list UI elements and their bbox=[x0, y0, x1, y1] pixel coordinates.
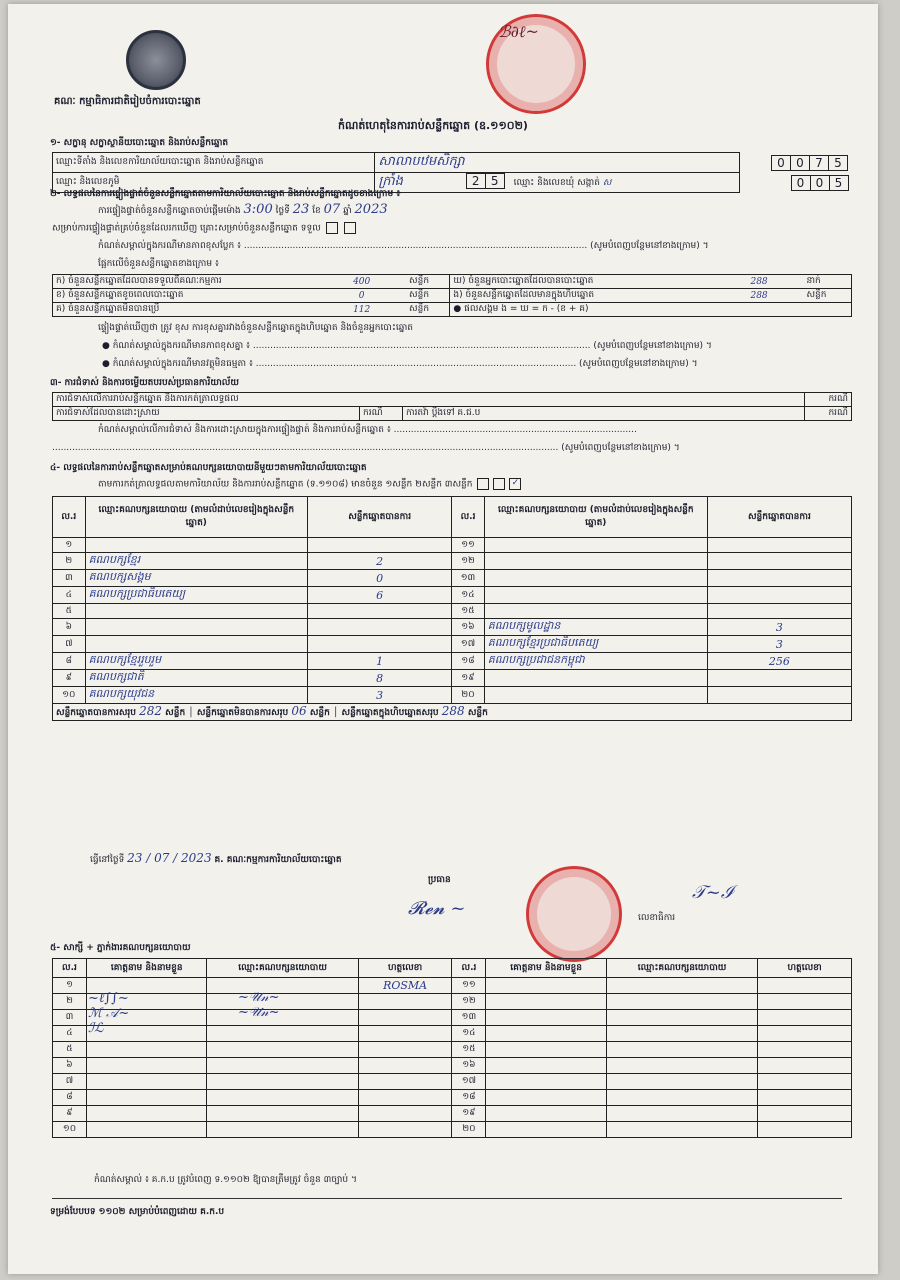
totals-row: សន្លឹកឆ្នោតបានការសរុប 282 សន្លឹក │ សន្លឹកឆ្នោតមិនបានការសរុប 06 សន្លឹក │ សន្លឹកឆ្នោតក្នុងហិបឆ្នោតសរុប 288 សន្លឹក bbox=[53, 704, 852, 721]
witness-signature bbox=[758, 1058, 852, 1074]
section1-table bbox=[52, 152, 852, 193]
vote-count: 256 bbox=[707, 653, 851, 670]
commune-code: 0 0 5 bbox=[739, 173, 851, 193]
witness-name bbox=[486, 1074, 606, 1090]
discrepancy-note: កំណត់សម្គាល់ក្នុងករណីមានភាពខុសប្លែក ៖ ........................................................................................................................ (សូមបំពេញបន្ថែមនៅខាងក្រោម) ។ bbox=[98, 241, 709, 251]
witness-signature bbox=[358, 1042, 452, 1058]
unused-ballots: 112 bbox=[317, 303, 406, 317]
row-number: ១៤ bbox=[452, 587, 485, 604]
party-name bbox=[484, 553, 707, 570]
witness-party bbox=[207, 1122, 358, 1138]
witness-party bbox=[207, 1090, 358, 1106]
witness-party bbox=[207, 1058, 358, 1074]
village-value: ក្រាំង 2 5 ឈ្មោះ និងលេខឃុំ សង្កាត់ ស bbox=[375, 173, 739, 193]
row-number: ១ bbox=[53, 538, 86, 553]
row-number: ៦ bbox=[53, 1058, 87, 1074]
table-row bbox=[53, 1074, 852, 1090]
row-number: ១២ bbox=[452, 553, 485, 570]
section3-heading: ៣- ការជំទាស់ និងការចម្លើយតបរបស់ប្រធានការិយាល័យ bbox=[50, 378, 239, 388]
vote-count: 0 bbox=[308, 570, 452, 587]
row-number: ១៦ bbox=[452, 619, 485, 636]
row-number: ១៥ bbox=[452, 604, 485, 619]
witness-signature bbox=[758, 1042, 852, 1058]
witness-signature bbox=[758, 1090, 852, 1106]
row-number: ២ bbox=[53, 553, 86, 570]
table-row bbox=[53, 1058, 852, 1074]
witness-signature bbox=[358, 994, 452, 1010]
row-number: ១៩ bbox=[452, 670, 485, 687]
witness-party bbox=[606, 1090, 757, 1106]
table-row bbox=[53, 538, 852, 553]
party-name bbox=[484, 687, 707, 704]
table-row bbox=[53, 1106, 852, 1122]
table-row bbox=[53, 978, 852, 994]
row-number: ១០ bbox=[53, 1122, 87, 1138]
witness-party bbox=[606, 1010, 757, 1026]
date-line: ធ្វើនៅថ្ងៃទី 23 / 07 / 2023 គ. គណៈកម្មការការិយាល័យបោះឆ្នោត bbox=[90, 851, 342, 865]
witness-name bbox=[486, 978, 606, 994]
row-number: ១៣ bbox=[452, 570, 485, 587]
witness-party bbox=[606, 1042, 757, 1058]
official-stamp-bottom bbox=[526, 866, 622, 962]
ballot-row-c: គ) ចំនួនសន្លឹកឆ្នោតមិនបានប្រើ 112 សន្លឹក ● ផលសង្គម ង = ឃ = ក - (ខ + គ) bbox=[53, 303, 852, 317]
table-row bbox=[53, 687, 852, 704]
row-number: ៩ bbox=[53, 670, 86, 687]
complaints-table bbox=[52, 392, 852, 421]
box-ballots: 288 bbox=[715, 289, 804, 303]
witness-name bbox=[486, 1010, 606, 1026]
row-number: ១៥ bbox=[452, 1042, 486, 1058]
form-title: កំណត់ហេតុនៃការរាប់សន្លឹកឆ្នោត (ឧ.១១០២) bbox=[338, 119, 528, 132]
witness-party bbox=[207, 1042, 358, 1058]
results-header: ល.រ ឈ្មោះគណបក្សនយោបាយ (តាមលំដាប់លេខរៀងក្នុងសន្លឹកឆ្នោត) សន្លឹកឆ្នោតបានការ ល.រ ឈ្មោះគណបក្សនយោបាយ (តាមលំដាប់លេខរៀងក្នុងសន្លឹកឆ្នោត) សន្លឹកឆ្នោតបានការ bbox=[53, 497, 852, 538]
party-name: គណបក្សមូលដ្ឋាន bbox=[484, 619, 707, 636]
vote-count bbox=[707, 587, 851, 604]
row-number: ១៨ bbox=[452, 1090, 486, 1106]
witness-party bbox=[606, 1122, 757, 1138]
check-line: ផ្ទៀងផ្ទាត់ឃើញថា ត្រូវ ខុស ការខុសគ្នារវាងចំនួនសន្លឹកឆ្នោតក្នុងហិបឆ្នោត និងចំនួនអ្នកបោះឆ្នោត bbox=[98, 323, 413, 333]
table-row bbox=[53, 670, 852, 687]
witness-party bbox=[207, 1026, 358, 1042]
table-row bbox=[53, 1042, 852, 1058]
witness-name bbox=[486, 1106, 606, 1122]
party-name bbox=[85, 619, 307, 636]
row-number: ៤ bbox=[53, 587, 86, 604]
party-name bbox=[484, 604, 707, 619]
party-results-table bbox=[52, 496, 852, 721]
row-number: ១៧ bbox=[452, 1074, 486, 1090]
witness-party bbox=[207, 978, 358, 994]
row-number: ៦ bbox=[53, 619, 86, 636]
section4-intro: តាមការកត់ត្រាលទ្ធផលតាមការិយាល័យ និងការរាប់សន្លឹកឆ្នោត (ទ.១១០៨) មានចំនួន ១សន្លឹក ២សន្លឹក ៣សន្លឹក ✓ bbox=[98, 478, 523, 491]
secretary-label: លេខាធិការ bbox=[638, 913, 676, 923]
vote-count bbox=[308, 619, 452, 636]
vote-count bbox=[308, 636, 452, 653]
witness-party bbox=[606, 1106, 757, 1122]
signature-top: ℬ∂ℓ~ bbox=[498, 22, 539, 41]
party-name: គណបក្សយុវជន bbox=[85, 687, 307, 704]
verify-line: សម្រាប់ការផ្ទៀងផ្ទាត់គ្រប់ចំនួនដែលរកឃើញ គ្រោះសម្រាប់ចំនួនសន្លឹកឆ្នោត ទទួល bbox=[52, 222, 358, 235]
vote-count bbox=[707, 570, 851, 587]
basis-line: ផ្អែកលើចំនួនសន្លឹកឆ្នោតខាងក្រោម ៖ bbox=[98, 259, 219, 269]
vote-count: 3 bbox=[308, 687, 452, 704]
table-row bbox=[53, 587, 852, 604]
witness-name bbox=[86, 1090, 206, 1106]
vote-count: 1 bbox=[308, 653, 452, 670]
bullet-abnormal: ● កំណត់សម្គាល់ក្នុងករណីមានវត្ថុមិនធម្មតា ៖ ................................................................................................................ (សូមបំពេញបន្ថែមនៅខាងក្រោម) ។ bbox=[102, 359, 698, 369]
witness-handwriting: ~ℓ∫∫~ ℳ 𝒜~ ℐℒ bbox=[88, 991, 130, 1036]
section4-heading: ៤- លទ្ធផលនៃការរាប់សន្លឹកឆ្នោតសម្រាប់គណបក្សនយោបាយនីមួយៗតាមការិយាល័យបោះឆ្នោត bbox=[50, 463, 367, 473]
party-name: គណបក្សសង្គម bbox=[85, 570, 307, 587]
vote-count bbox=[707, 687, 851, 704]
table-row bbox=[53, 636, 852, 653]
party-name: គណបក្សខ្មែរ bbox=[85, 553, 307, 570]
row-number: ២០ bbox=[452, 1122, 486, 1138]
footer-text: ទម្រង់បែបបទ ១១០២ សម្រាប់បំពេញដោយ គ.ក.ប bbox=[50, 1207, 225, 1217]
witness-party bbox=[207, 1074, 358, 1090]
location-label: ឈ្មោះទីតាំង និងលេខការិយាល័យបោះឆ្នោត និងរាប់សន្លឹកឆ្នោត bbox=[53, 153, 375, 173]
witness-party bbox=[606, 994, 757, 1010]
party-name bbox=[85, 538, 307, 553]
witness-name bbox=[86, 1058, 206, 1074]
row-number: ១១ bbox=[452, 978, 486, 994]
section5-heading: ៥- សាក្សី + ភ្នាក់ងារគណបក្សនយោបាយ bbox=[50, 943, 191, 953]
table-row bbox=[53, 1122, 852, 1138]
witness-signature bbox=[758, 1106, 852, 1122]
witness-signature: ROSMA bbox=[358, 978, 452, 994]
table-row bbox=[53, 619, 852, 636]
witness-party bbox=[606, 1058, 757, 1074]
table-row bbox=[53, 1026, 852, 1042]
witness-name bbox=[86, 1106, 206, 1122]
row-number: ២ bbox=[53, 994, 87, 1010]
footer-rule bbox=[52, 1198, 842, 1199]
ballot-count-table bbox=[52, 274, 852, 317]
row-number: ១៩ bbox=[452, 1106, 486, 1122]
witness-signature bbox=[358, 1058, 452, 1074]
witness-party bbox=[606, 978, 757, 994]
row-number: ២០ bbox=[452, 687, 485, 704]
party-name: គណបក្សខ្មែររួបរួម bbox=[85, 653, 307, 670]
row-number: ៥ bbox=[53, 1042, 87, 1058]
total-box: 288 bbox=[441, 704, 465, 718]
party-name bbox=[484, 587, 707, 604]
witness-signature bbox=[758, 1074, 852, 1090]
witness-name bbox=[486, 994, 606, 1010]
vote-count bbox=[308, 604, 452, 619]
section5-note: កំណត់សម្គាល់ ៖ គ.ក.ប ត្រូវបំពេញ ទ.១១០២ ឱ្យបានត្រឹមត្រូវ ចំនួន ៣ច្បាប់ ។ bbox=[94, 1175, 357, 1185]
spoiled-ballots: 0 bbox=[317, 289, 406, 303]
vote-count: 6 bbox=[308, 587, 452, 604]
total-valid: 282 bbox=[139, 704, 163, 718]
witness-name bbox=[486, 1090, 606, 1106]
witness-header: ល.រ គោត្តនាម និងនាមខ្លួន ឈ្មោះគណបក្សនយោបាយ ហត្ថលេខា ល.រ គោត្តនាម និងនាមខ្លួន ឈ្មោះគណបក្សនយោបាយ ហត្ថលេខា bbox=[53, 959, 852, 978]
complaint-note: កំណត់សម្គាល់លើការជំទាស់ និងការដោះស្រាយក្នុងការផ្ទៀងផ្ទាត់ និងការរាប់សន្លឹកឆ្នោត ៖ ..................................................................................... bbox=[98, 425, 637, 435]
ballot-row-b: ខ) ចំនួនសន្លឹកឆ្នោតខូចពេលបោះឆ្នោត 0 សន្លឹក ង) ចំនួនសន្លឹកឆ្នោតដែលមានក្នុងហិបឆ្នោត 288 សន្លឹក bbox=[53, 289, 852, 303]
party-name: គណបក្សប្រជាធិបតេយ្យ bbox=[85, 587, 307, 604]
witness-party bbox=[606, 1074, 757, 1090]
vote-count bbox=[308, 538, 452, 553]
vote-count bbox=[707, 670, 851, 687]
received-ballots: 400 bbox=[317, 275, 406, 289]
complaint-row-2: ការជំទាស់ដែលបានដោះស្រាយ ករណី ការតវ៉ា ប្តឹងទៅ គ.ជ.ប ករណី bbox=[53, 407, 852, 421]
row-number: ៨ bbox=[53, 1090, 87, 1106]
row-number: ១០ bbox=[53, 687, 86, 704]
row-number: ១៧ bbox=[452, 636, 485, 653]
witness-name bbox=[86, 1122, 206, 1138]
party-name bbox=[484, 538, 707, 553]
table-row bbox=[53, 1090, 852, 1106]
table-row bbox=[53, 604, 852, 619]
form-sheet bbox=[8, 4, 878, 1274]
emblem-icon bbox=[126, 30, 186, 90]
witness-signature bbox=[358, 1106, 452, 1122]
table-row bbox=[53, 994, 852, 1010]
president-label: ប្រធាន bbox=[428, 875, 451, 885]
ballot-row-a: ក) ចំនួនសន្លឹកឆ្នោតដែលបានទទួលពីគណៈកម្មការ 400 សន្លឹក ឃ) ចំនួនអ្នកបោះឆ្នោតដែលបានបោះឆ្នោត 288 នាក់ bbox=[53, 275, 852, 289]
row-number: ១៨ bbox=[452, 653, 485, 670]
witness-name bbox=[86, 1074, 206, 1090]
table-row bbox=[53, 570, 852, 587]
party-name: គណបក្សខ្មែរប្រជាធិបតេយ្យ bbox=[484, 636, 707, 653]
row-number: ១៦ bbox=[452, 1058, 486, 1074]
party-name: គណបក្សប្រជាជនកម្ពុជា bbox=[484, 653, 707, 670]
party-name bbox=[484, 570, 707, 587]
vote-count bbox=[707, 604, 851, 619]
row-number: ៧ bbox=[53, 636, 86, 653]
complaint-hint-line: ................................................................................................................................................................................. (សូមបំពេញបន្ថែមនៅខាងក្រោម) ។ bbox=[52, 443, 680, 453]
org-name: គណៈ កម្មាធិការជាតិរៀបចំការបោះឆ្នោត bbox=[54, 96, 201, 107]
location-value: សាលាបឋមសិក្សា bbox=[375, 153, 739, 173]
witness-signature bbox=[358, 1074, 452, 1090]
vote-count bbox=[707, 553, 851, 570]
table-row bbox=[53, 653, 852, 670]
vote-count bbox=[707, 538, 851, 553]
row-number: ៧ bbox=[53, 1074, 87, 1090]
location-code: 0 0 7 5 bbox=[739, 153, 851, 173]
witness-party-handwriting: ~𝒰𝓃~ ~𝒰𝓃~ bbox=[238, 990, 280, 1020]
row-number: ១៤ bbox=[452, 1026, 486, 1042]
party-name bbox=[85, 604, 307, 619]
witness-name bbox=[486, 1058, 606, 1074]
row-number: ១៣ bbox=[452, 1010, 486, 1026]
witness-signature bbox=[758, 1026, 852, 1042]
village-label: ឈ្មោះ និងលេខភូមិ bbox=[53, 173, 375, 193]
witness-signature bbox=[358, 1090, 452, 1106]
witness-signature bbox=[358, 1010, 452, 1026]
row-number: ៩ bbox=[53, 1106, 87, 1122]
row-number: ៨ bbox=[53, 653, 86, 670]
row-number: ៣ bbox=[53, 570, 86, 587]
table-row bbox=[53, 553, 852, 570]
witness-signature bbox=[758, 994, 852, 1010]
row-number: ១១ bbox=[452, 538, 485, 553]
location-row bbox=[53, 153, 852, 173]
section2-heading: ២- លទ្ធផលនៃការផ្ទៀងផ្ទាត់ចំនួនសន្លឹកឆ្នោតតាមការិយាល័យបោះឆ្នោត និងរាប់សន្លឹកឆ្នោតដូចខាងក្រោម ៖ bbox=[50, 189, 401, 199]
party-name bbox=[484, 670, 707, 687]
row-number: ១២ bbox=[452, 994, 486, 1010]
vote-count: 3 bbox=[707, 636, 851, 653]
witness-party bbox=[207, 1010, 358, 1026]
row-number: ៥ bbox=[53, 604, 86, 619]
date-value: 23 / 07 / 2023 bbox=[127, 851, 212, 865]
witness-name bbox=[486, 1042, 606, 1058]
vote-count: 2 bbox=[308, 553, 452, 570]
witness-party bbox=[207, 1106, 358, 1122]
witness-signature bbox=[358, 1122, 452, 1138]
start-time-line: ការផ្ទៀងផ្ទាត់ចំនួនសន្លឹកឆ្នោតចាប់ផ្តើមម៉ោង 3:00 ថ្ងៃទី 23 ខែ 07 ឆ្នាំ 2023 bbox=[98, 202, 388, 217]
witness-signature bbox=[758, 978, 852, 994]
party-name: គណបក្សជាតិ bbox=[85, 670, 307, 687]
secretary-signature: 𝒯~ℐ bbox=[692, 882, 734, 903]
witness-signature bbox=[758, 1122, 852, 1138]
table-row bbox=[53, 1010, 852, 1026]
vote-count: 8 bbox=[308, 670, 452, 687]
witness-party bbox=[207, 994, 358, 1010]
total-invalid: 06 bbox=[291, 704, 307, 718]
witness-signature bbox=[358, 1026, 452, 1042]
party-name bbox=[85, 636, 307, 653]
witness-signature bbox=[758, 1010, 852, 1026]
voters-count: 288 bbox=[715, 275, 804, 289]
section1-heading: ១- សក្ខានុ សក្ខាស្ថានីយបោះឆ្នោត និងរាប់សន្លឹកឆ្នោត bbox=[50, 138, 229, 148]
witness-name bbox=[486, 1122, 606, 1138]
witness-name bbox=[486, 1026, 606, 1042]
witness-table bbox=[52, 958, 852, 1138]
president-signature: 𝓡𝓮𝓷 ~ bbox=[408, 898, 466, 919]
vote-count: 3 bbox=[707, 619, 851, 636]
complaint-row-1: ការជំទាស់លើការរាប់សន្លឹកឆ្នោត និងការកត់ត្រាលទ្ធផល ករណី bbox=[53, 393, 852, 407]
row-number: ១ bbox=[53, 978, 87, 994]
bullet-difference: ● កំណត់សម្គាល់ក្នុងករណីមានភាពខុសគ្នា ៖ ...................................................................................................................... (សូមបំពេញបន្ថែមនៅខាងក្រោម) ។ bbox=[102, 341, 712, 351]
row-number: ៣ bbox=[53, 1010, 87, 1026]
row-number: ៤ bbox=[53, 1026, 87, 1042]
witness-party bbox=[606, 1026, 757, 1042]
witness-name bbox=[86, 1042, 206, 1058]
